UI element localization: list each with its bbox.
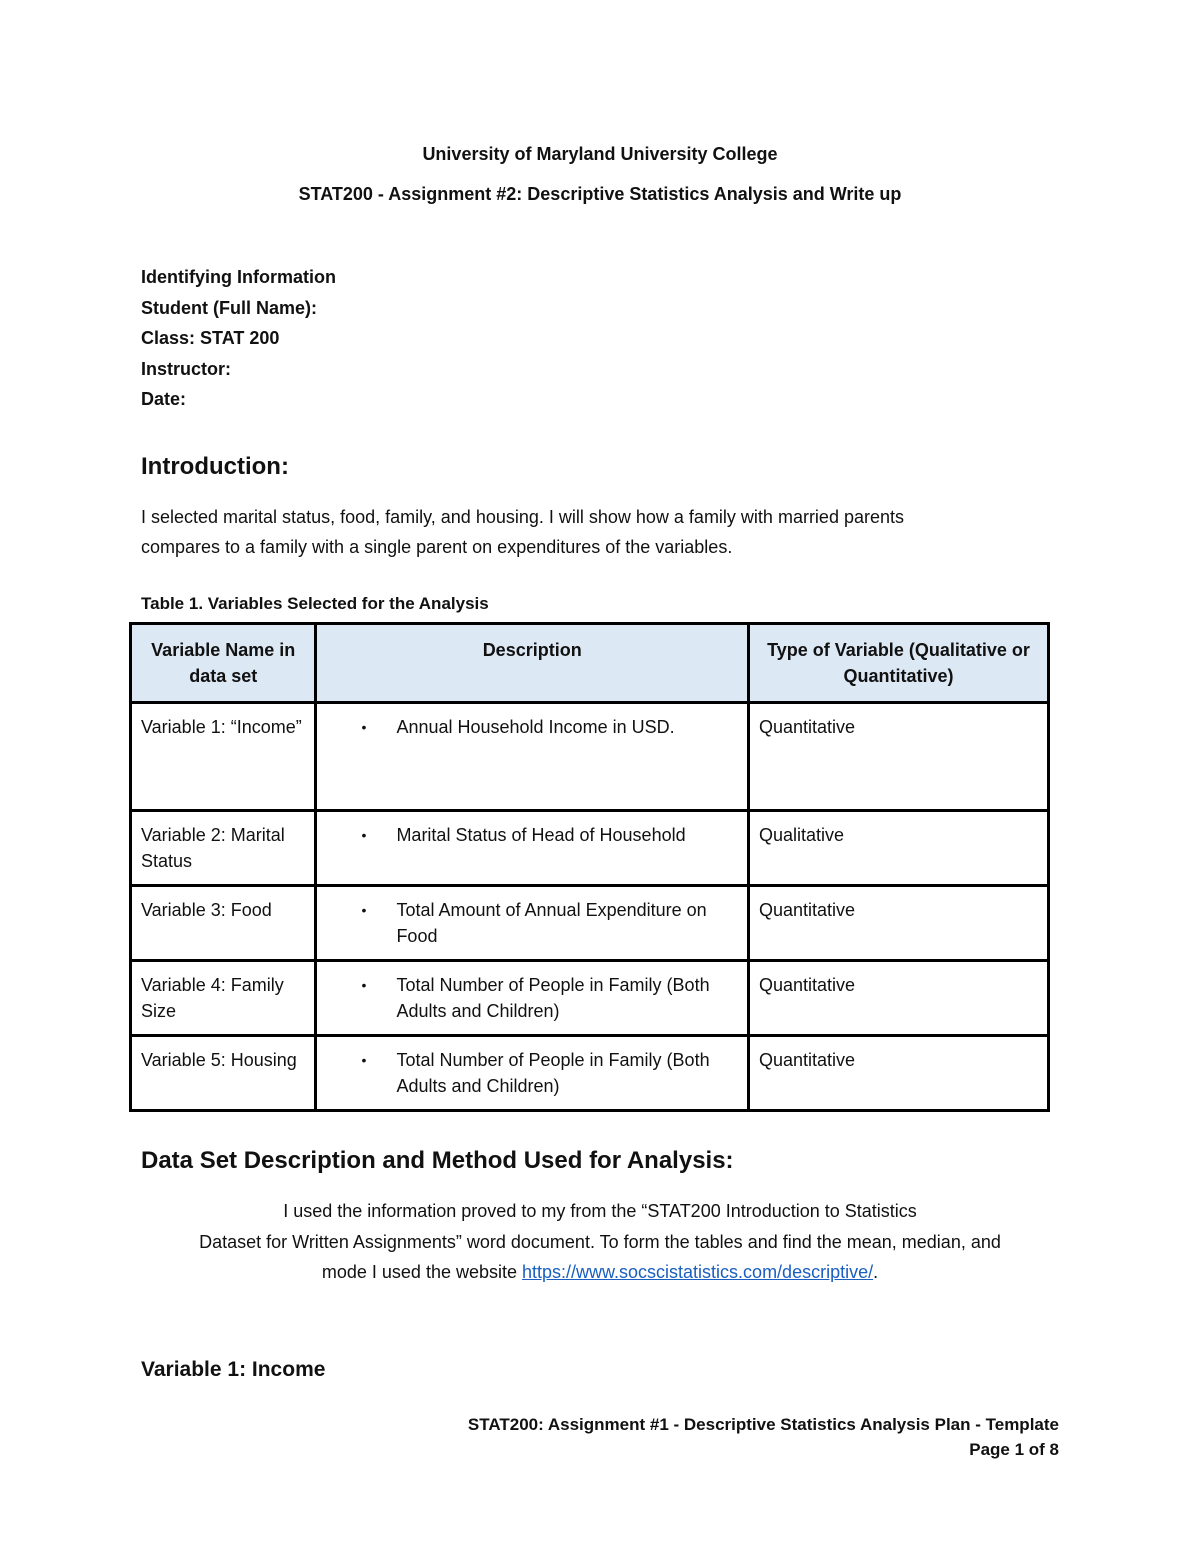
page-number: Page 1 of 8 bbox=[969, 1440, 1059, 1459]
variable-name: Variable 5: Housing bbox=[141, 1050, 297, 1070]
table-row bbox=[131, 1036, 1049, 1111]
variable-type: Quantitative bbox=[758, 975, 856, 995]
description-cell bbox=[316, 1036, 749, 1111]
variable-name-cell bbox=[131, 811, 316, 886]
footer-title: STAT200: Assignment #1 - Descriptive Statistics Analysis Plan - Template bbox=[467, 1415, 1059, 1434]
variable-name-cell bbox=[131, 886, 316, 961]
table-row bbox=[131, 886, 1049, 961]
introduction-heading: Introduction: bbox=[141, 453, 289, 480]
variable-type: Quantitative bbox=[758, 717, 856, 737]
institution-title: University of Maryland University College bbox=[422, 144, 778, 164]
variable-description: Marital Status of Head of Household bbox=[396, 825, 686, 845]
dataset-heading: Data Set Description and Method Used for Analysis: bbox=[141, 1147, 734, 1174]
variable-description: Total Number of People in Family (Both Adults and Children) bbox=[396, 1050, 710, 1096]
bullet-icon: • bbox=[361, 827, 367, 843]
dataset-line-3-prefix: mode I used the website bbox=[321, 1262, 522, 1282]
variable-name: Variable 2: Marital Status bbox=[141, 825, 285, 871]
introduction-line-1: I selected marital status, food, family, and housing. I will show how a family with married parents bbox=[141, 507, 904, 527]
page-footer bbox=[468, 1412, 1059, 1462]
variable-type-cell bbox=[748, 1036, 1048, 1111]
header-description: Description bbox=[316, 624, 749, 703]
variable-name-cell bbox=[131, 703, 316, 811]
variable-name-cell bbox=[131, 961, 316, 1036]
description-cell bbox=[316, 703, 749, 811]
introduction-text bbox=[141, 502, 1041, 562]
assignment-title: STAT200 - Assignment #2: Descriptive Statistics Analysis and Write up bbox=[298, 184, 902, 204]
variable-type-cell bbox=[748, 886, 1048, 961]
variable-type: Quantitative bbox=[758, 1050, 856, 1070]
table-row bbox=[131, 961, 1049, 1036]
descriptive-stats-link[interactable]: https://www.socscistatistics.com/descriptive/ bbox=[522, 1262, 874, 1282]
variable-name-cell bbox=[131, 1036, 316, 1111]
dataset-line-3 bbox=[141, 1257, 1059, 1288]
variable-description: Total Amount of Annual Expenditure on Food bbox=[396, 900, 707, 946]
variable-description: Total Number of People in Family (Both Adults and Children) bbox=[396, 975, 710, 1021]
class-label: Class: STAT 200 bbox=[141, 328, 280, 348]
bullet-icon: • bbox=[361, 902, 367, 918]
date-label: Date: bbox=[141, 389, 187, 409]
bullet-icon: • bbox=[361, 719, 367, 735]
identifying-information bbox=[141, 262, 336, 415]
instructor-label: Instructor: bbox=[141, 358, 231, 379]
variable-type-cell bbox=[748, 961, 1048, 1036]
table-caption: Table 1. Variables Selected for the Analysis bbox=[141, 594, 489, 613]
variable-type-cell bbox=[748, 703, 1048, 811]
variable-type: Qualitative bbox=[758, 825, 845, 845]
table-row bbox=[131, 811, 1049, 886]
variable-description: Annual Household Income in USD. bbox=[396, 717, 675, 737]
dataset-line-3-suffix: . bbox=[873, 1262, 879, 1282]
identifying-heading: Identifying Information bbox=[141, 267, 336, 287]
bullet-icon: • bbox=[361, 977, 367, 993]
table-header-row bbox=[131, 624, 1049, 703]
dataset-description bbox=[141, 1196, 1059, 1288]
variable-type: Quantitative bbox=[758, 900, 856, 920]
dataset-line-1: I used the information proved to my from the “STAT200 Introduction to Statistics bbox=[283, 1201, 917, 1221]
variable-name: Variable 4: Family Size bbox=[141, 975, 284, 1021]
bullet-icon: • bbox=[361, 1052, 367, 1068]
variable-type-cell bbox=[748, 811, 1048, 886]
table-row bbox=[131, 703, 1049, 811]
variable-1-heading: Variable 1: Income bbox=[141, 1358, 326, 1381]
variable-name: Variable 3: Food bbox=[141, 900, 272, 920]
variable-name: Variable 1: “Income” bbox=[141, 717, 302, 737]
student-label: Student (Full Name): bbox=[141, 297, 317, 318]
introduction-line-2: compares to a family with a single parent on expenditures of the variables. bbox=[141, 537, 733, 557]
variables-table bbox=[129, 622, 1050, 1112]
description-cell bbox=[316, 811, 749, 886]
description-cell bbox=[316, 961, 749, 1036]
header-type: Type of Variable (Qualitative or Quantitative) bbox=[748, 624, 1048, 703]
description-cell bbox=[316, 886, 749, 961]
dataset-line-2: Dataset for Written Assignments” word document. To form the tables and find the mean, median, and bbox=[199, 1231, 1001, 1252]
header-variable-name: Variable Name in data set bbox=[131, 624, 316, 703]
